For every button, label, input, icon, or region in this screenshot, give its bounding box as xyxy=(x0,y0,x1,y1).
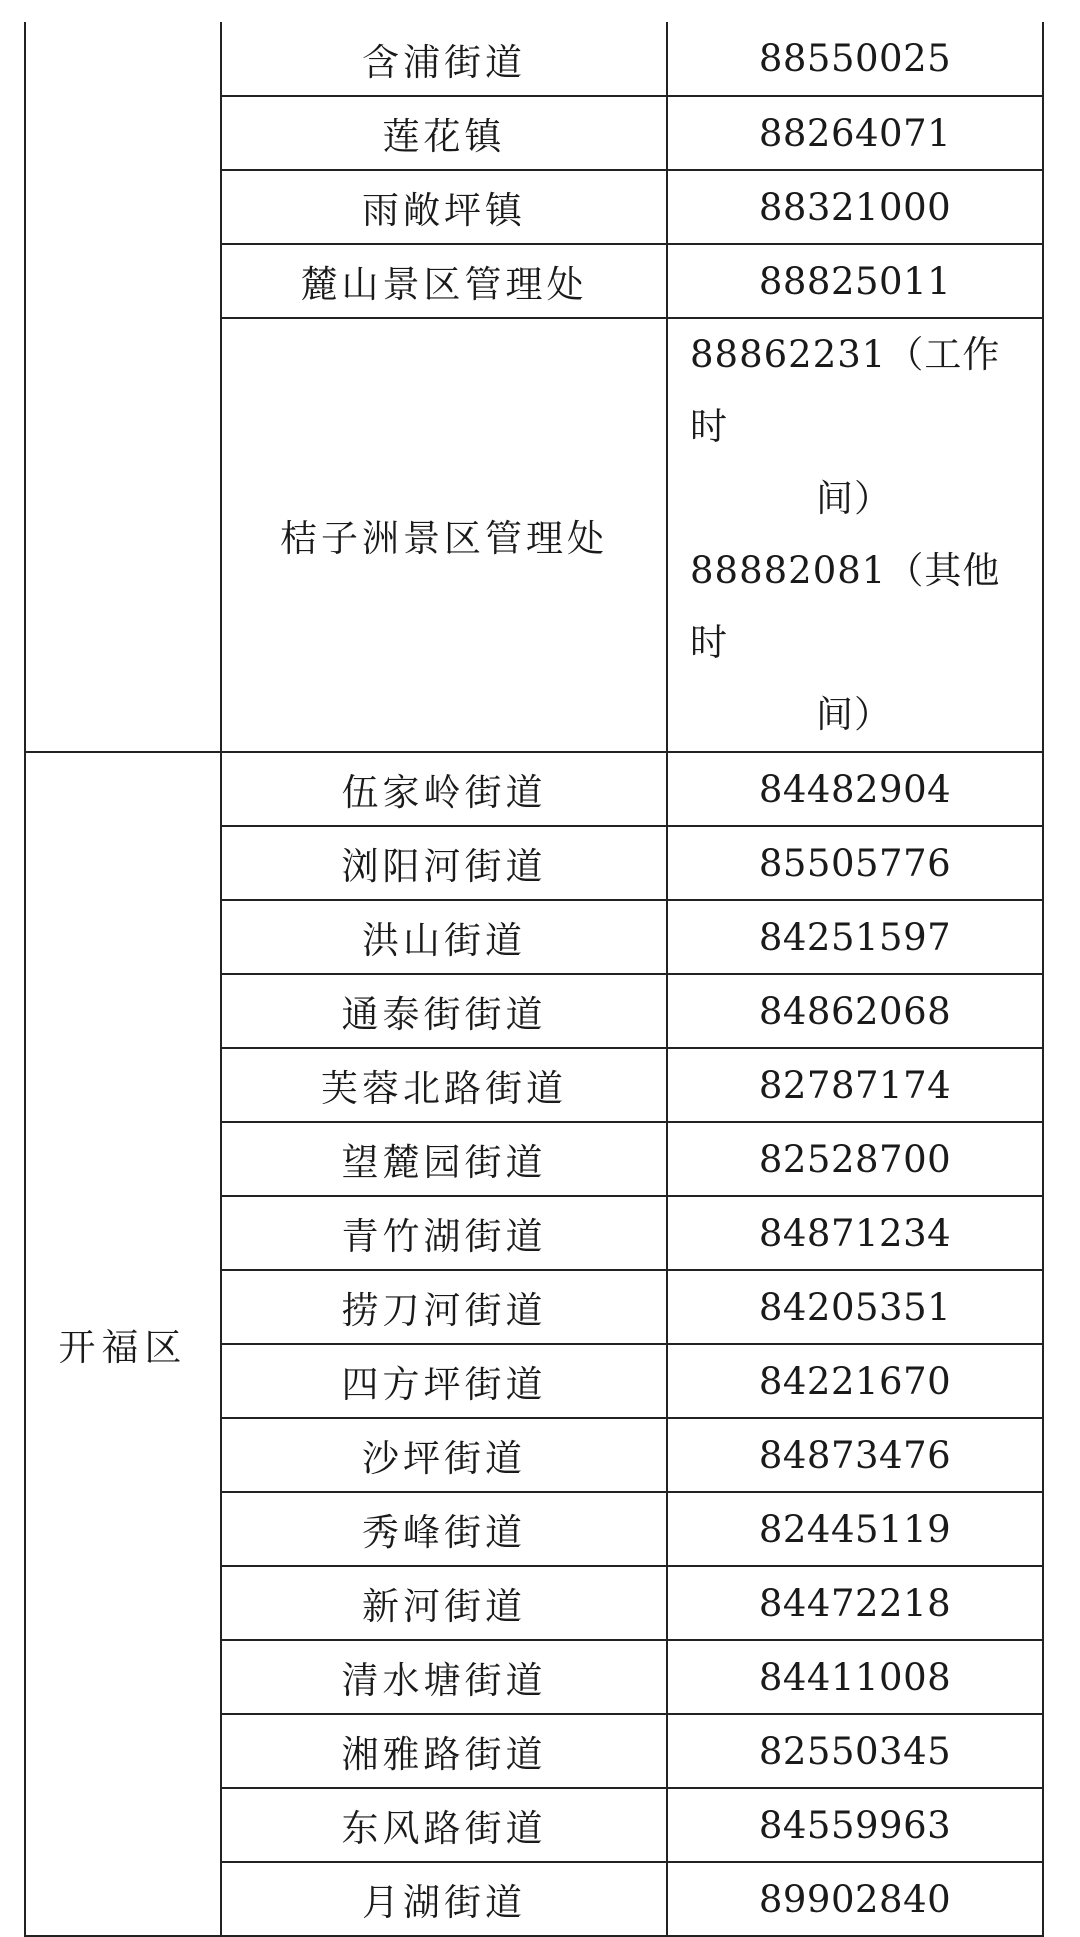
phone-number: 84411008 xyxy=(667,1640,1043,1714)
subdistrict-name: 捞刀河街道 xyxy=(221,1270,667,1344)
phone-number: 82445119 xyxy=(667,1492,1043,1566)
subdistrict-name: 浏阳河街道 xyxy=(221,826,667,900)
contact-table xyxy=(24,22,1044,1937)
phone-number: 84251597 xyxy=(667,900,1043,974)
phone-number: 88825011 xyxy=(667,244,1043,318)
subdistrict-name: 伍家岭街道 xyxy=(221,752,667,826)
subdistrict-name: 洪山街道 xyxy=(221,900,667,974)
phone-number: 84482904 xyxy=(667,752,1043,826)
phone-line: 间） xyxy=(816,693,892,736)
subdistrict-name: 月湖街道 xyxy=(221,1862,667,1936)
phone-number: 82787174 xyxy=(667,1048,1043,1122)
phone-number: 84873476 xyxy=(667,1418,1043,1492)
subdistrict-name: 桔子洲景区管理处 xyxy=(221,318,667,752)
table-row xyxy=(25,752,1043,826)
subdistrict-name: 芙蓉北路街道 xyxy=(221,1048,667,1122)
phone-number: 82528700 xyxy=(667,1122,1043,1196)
phone-number: 89902840 xyxy=(667,1862,1043,1936)
subdistrict-name: 通泰街街道 xyxy=(221,974,667,1048)
subdistrict-name: 莲花镇 xyxy=(221,96,667,170)
phone-line: 间） xyxy=(816,477,892,520)
subdistrict-name: 新河街道 xyxy=(221,1566,667,1640)
subdistrict-name: 雨敞坪镇 xyxy=(221,170,667,244)
phone-number: 85505776 xyxy=(667,826,1043,900)
phone-line-wrap xyxy=(690,679,1024,751)
phone-number: 88321000 xyxy=(667,170,1043,244)
contact-table-body xyxy=(25,22,1043,1936)
phone-number: 88264071 xyxy=(667,96,1043,170)
phone-number: 84862068 xyxy=(667,974,1043,1048)
subdistrict-name: 清水塘街道 xyxy=(221,1640,667,1714)
district-cell: 开福区 xyxy=(25,752,221,1936)
subdistrict-name: 东风路街道 xyxy=(221,1788,667,1862)
subdistrict-name: 麓山景区管理处 xyxy=(221,244,667,318)
phone-number: 84472218 xyxy=(667,1566,1043,1640)
phone-number-multiline xyxy=(667,318,1043,752)
contact-table-wrapper xyxy=(24,22,1044,1937)
phone-number: 84871234 xyxy=(667,1196,1043,1270)
district-cell xyxy=(25,22,221,752)
phone-number: 84205351 xyxy=(667,1270,1043,1344)
phone-number: 84559963 xyxy=(667,1788,1043,1862)
subdistrict-name: 青竹湖街道 xyxy=(221,1196,667,1270)
phone-number: 82550345 xyxy=(667,1714,1043,1788)
phone-line: 88862231（工作时 xyxy=(690,333,1001,448)
subdistrict-name: 秀峰街道 xyxy=(221,1492,667,1566)
phone-number: 84221670 xyxy=(667,1344,1043,1418)
subdistrict-name: 湘雅路街道 xyxy=(221,1714,667,1788)
subdistrict-name: 望麓园街道 xyxy=(221,1122,667,1196)
subdistrict-name: 沙坪街道 xyxy=(221,1418,667,1492)
phone-line: 88882081（其他时 xyxy=(690,549,1001,664)
subdistrict-name: 四方坪街道 xyxy=(221,1344,667,1418)
table-row xyxy=(25,22,1043,96)
phone-number: 88550025 xyxy=(667,22,1043,96)
subdistrict-name: 含浦街道 xyxy=(221,22,667,96)
phone-line-wrap xyxy=(690,463,1024,535)
